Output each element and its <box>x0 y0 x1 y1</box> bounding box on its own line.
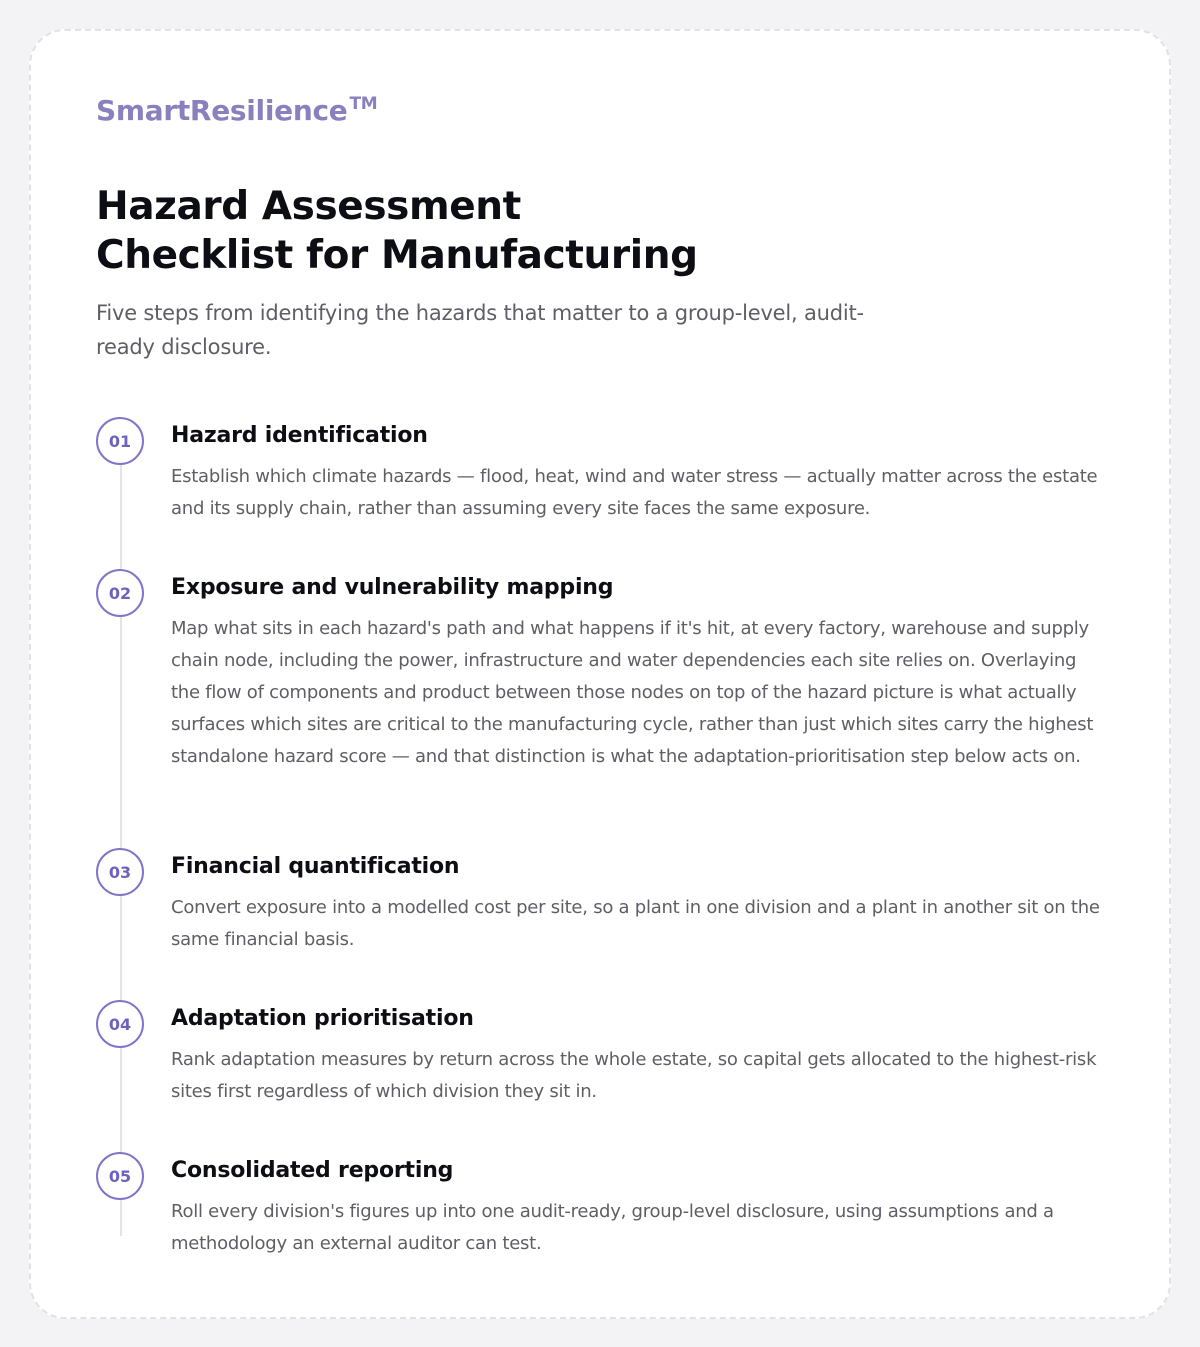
step-title: Consolidated reporting <box>171 1158 454 1183</box>
page-subtitle: Five steps from identifying the hazards that matter to a group-level, audit-ready disclosure. <box>96 301 864 359</box>
step-title: Financial quantification <box>171 854 460 879</box>
step-number-badge: 04 <box>96 1000 144 1048</box>
step-number-badge: 05 <box>96 1152 144 1200</box>
step-description: Convert exposure into a modelled cost per site, so a plant in one division and a plant in another sit on the same financial basis. <box>171 897 1100 950</box>
step-description: Establish which climate hazards — flood, heat, wind and water stress — actually matter across the estate and its supply chain, rather than assuming every site faces the same exposure. <box>171 466 1098 519</box>
step-number-badge: 02 <box>96 569 144 617</box>
step-description: Roll every division's figures up into one audit-ready, group-level disclosure, using assumptions and a methodology an external auditor can test. <box>171 1201 1054 1254</box>
step-title: Exposure and vulnerability mapping <box>171 575 614 600</box>
step-title: Hazard identification <box>171 423 428 448</box>
brand-logo <box>96 94 377 127</box>
step-description: Rank adaptation measures by return across the whole estate, so capital gets allocated to the highest-risk sites first regardless of which division they sit in. <box>171 1049 1097 1102</box>
step-description: Map what sits in each hazard's path and what happens if it's hit, at every factory, warehouse and supply chain node, including the power, infrastructure and water dependencies each site relies on. Overlaying the flow of components and product between those nodes on top of the hazard picture is what actually surfaces which sites are critical to the manufacturing cycle, rather than just which sites carry the highest standalone hazard score — and that distinction is what the adaptation-prioritisation step below acts on. <box>171 618 1094 767</box>
page-title <box>96 182 698 280</box>
step-title: Adaptation prioritisation <box>171 1006 474 1031</box>
trademark-mark: TM <box>349 94 378 114</box>
step-number-badge: 01 <box>96 417 144 465</box>
page-title-line-2: Checklist for Manufacturing <box>96 233 698 278</box>
brand-name: SmartResilience <box>96 94 348 127</box>
page-title-line-1: Hazard Assessment <box>96 184 521 229</box>
step-number-badge: 03 <box>96 848 144 896</box>
